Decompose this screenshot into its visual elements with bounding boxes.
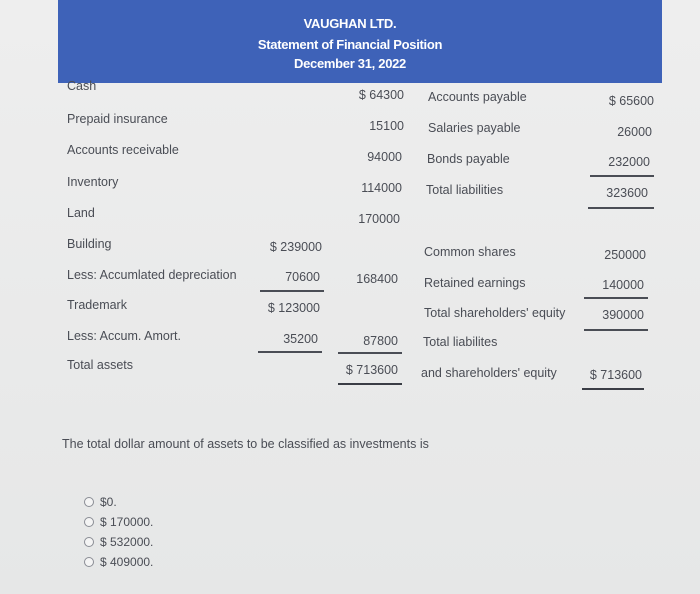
cash-label: Cash [67,79,97,93]
total-assets-amount: $ 713600 [345,363,398,377]
receivable-label: Accounts receivable [67,143,179,157]
prepaid-label: Prepaid insurance [67,112,168,126]
option-label: $ 170000. [100,515,154,529]
radio-icon[interactable] [84,537,94,547]
trademark-net: 87800 [363,334,398,348]
acc-amort-label: Less: Accum. Amort. [67,329,181,343]
rule-liabilities-total [588,207,654,209]
statement-date: December 31, 2022 [294,56,406,71]
total-liabilities-label: Total liabilities [426,183,504,197]
option-170000[interactable] [84,512,153,532]
inventory-amount: 114000 [361,181,402,195]
option-409000[interactable] [84,552,153,572]
statement-title: Statement of Financial Position [257,37,443,52]
trademark-label: Trademark [67,298,127,312]
rule-amort [258,351,322,353]
rule-liabilities [590,175,654,177]
land-amount: 170000 [358,212,400,226]
building-net: 168400 [356,272,398,286]
rule-equity [584,297,648,299]
trademark-gross: $ 123000 [267,301,320,315]
radio-icon[interactable] [84,557,94,567]
salaries-label: Salaries payable [428,121,521,135]
payable-amount: $ 65600 [608,94,654,108]
bonds-amount: 232000 [608,155,650,169]
common-label: Common shares [424,245,516,259]
double-rule-grand [582,388,644,390]
retained-label: Retained earnings [424,276,526,290]
total-equity-label: Total shareholders' equity [424,306,566,320]
total-liabilities-amount: 323600 [606,186,648,200]
grand-total-label-2: and shareholders' equity [421,366,557,380]
rule-equity-total [584,329,648,331]
question-text: The total dollar amount of assets to be classified as investments is [62,437,429,451]
radio-icon[interactable] [84,517,94,527]
rule-assets [338,352,402,354]
answer-options [84,492,153,572]
grand-total-amount: $ 713600 [589,368,642,382]
total-equity-amount: 390000 [602,308,644,322]
salaries-amount: 26000 [617,125,652,139]
company-name: VAUGHAN LTD. [303,16,397,31]
rule-dep [260,290,324,292]
acc-dep-label: Less: Accumlated depreciation [67,268,237,282]
grand-total-label-1: Total liabilites [423,335,498,349]
option-532000[interactable] [84,532,153,552]
acc-amort-value: 35200 [283,332,318,346]
prepaid-amount: 15100 [369,119,404,133]
cash-amount: $ 64300 [358,88,404,102]
payable-label: Accounts payable [428,90,527,104]
statement-header [58,0,662,83]
building-gross: $ 239000 [269,240,322,254]
option-label: $ 409000. [100,555,154,569]
inventory-label: Inventory [67,175,119,189]
common-amount: 250000 [604,248,646,262]
bonds-label: Bonds payable [427,152,510,166]
total-assets-label: Total assets [67,358,134,372]
receivable-amount: 94000 [367,150,402,164]
radio-icon[interactable] [84,497,94,507]
option-0[interactable] [84,492,153,512]
land-label: Land [67,206,95,220]
acc-dep-value: 70600 [285,270,320,284]
retained-amount: 140000 [602,278,644,292]
double-rule-assets [338,383,402,385]
option-label: $ 532000. [100,535,154,549]
option-label: $0. [100,495,117,509]
building-label: Building [67,237,112,251]
